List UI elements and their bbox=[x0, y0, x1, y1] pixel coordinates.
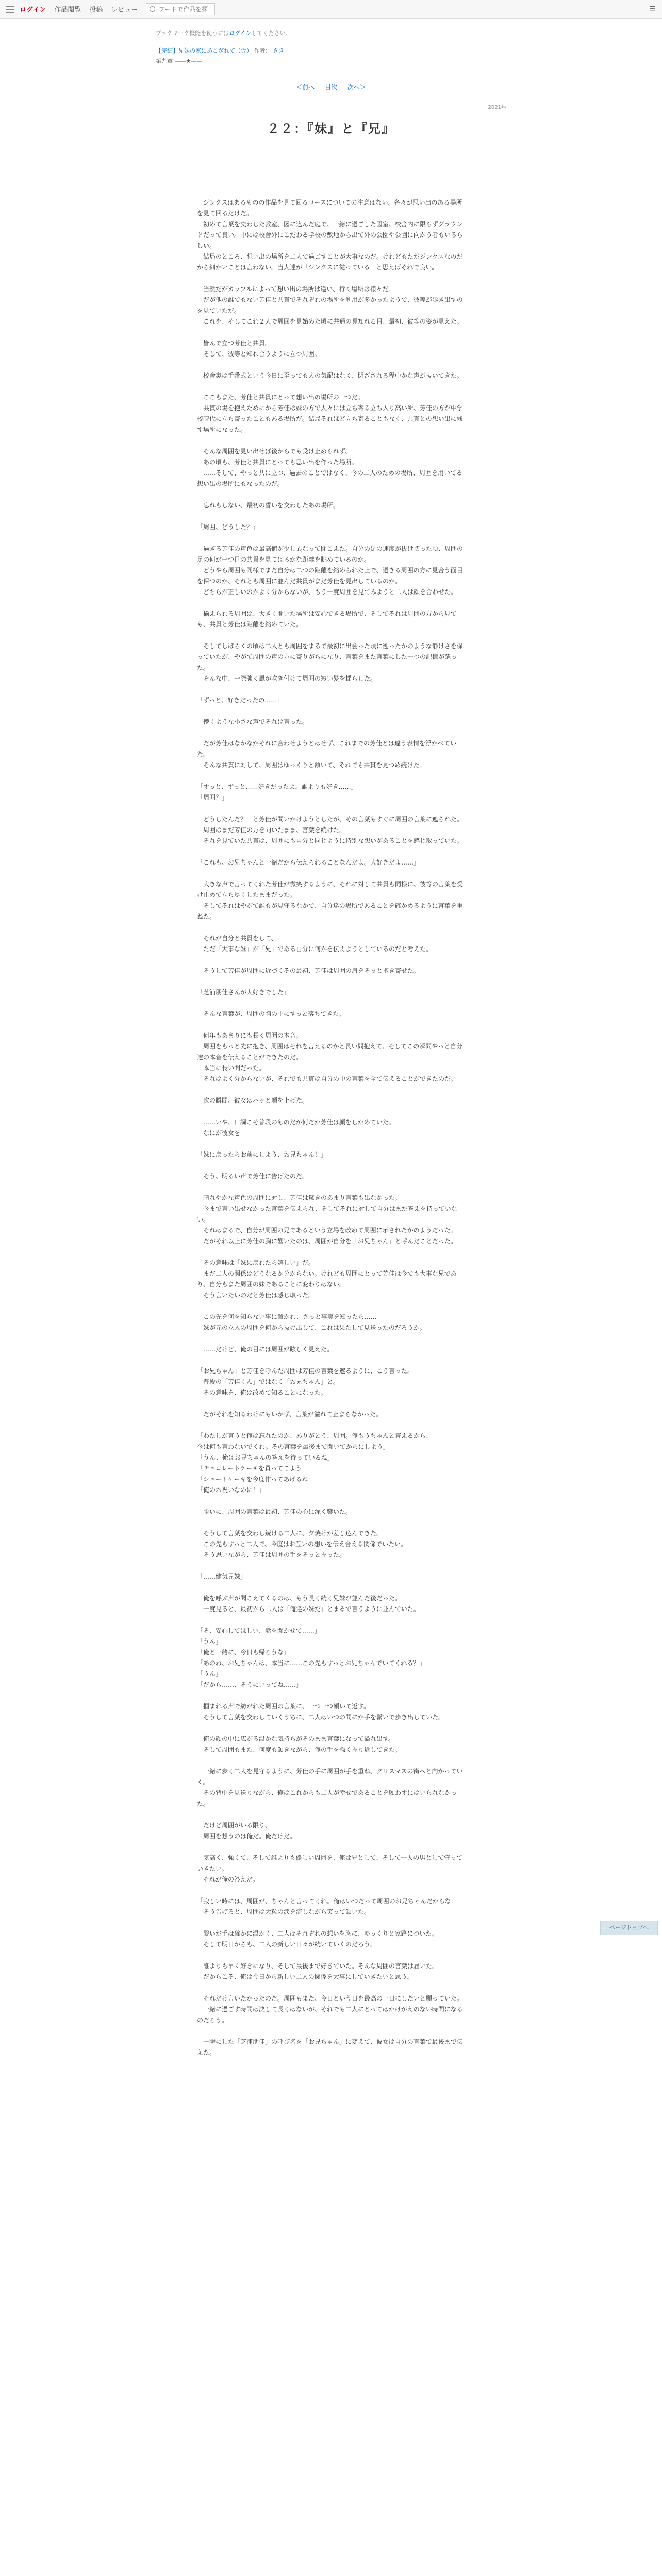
body-paragraph: この先を何を知らない事に置かれ、さっと事実を知ったら…… 妹が元の立入の周囲を何から抜け出して、これは果たして見送ったのだろうか。 bbox=[203, 1313, 426, 1331]
notice-text-before: ブックマーク機能を使うには bbox=[156, 30, 229, 37]
nav-item-review[interactable]: レビュー bbox=[111, 6, 138, 14]
body-paragraph: どうしたんだ？ と芳佳が問いかけようとしたが、その言葉もすぐに周囲の言葉に遮られた。 周囲はまだ芳佳の方を向いたまま、言葉を続けた。 それを見ていた共貫は、周囲にも自分と同じように特別な想いがあることを感じ取っていた。 bbox=[203, 816, 464, 844]
body-paragraph: 校舎裏は手番式という今日に至っても人の気配はなく、閉ざされる程中かな声が抜いてきた。 bbox=[197, 372, 463, 379]
body-paragraph: 勝いに、周囲の言葉は最初、芳佳の心に深く響いた。 bbox=[197, 1508, 352, 1515]
search-icon bbox=[150, 6, 155, 12]
login-link[interactable]: ログイン bbox=[20, 6, 46, 14]
hamburger-icon[interactable]: ☰ bbox=[649, 5, 656, 13]
page-top-button[interactable]: ページトップへ bbox=[600, 1921, 658, 1935]
body-paragraph: だけど周囲がいる限り、 周囲を想うのは俺だ。俺だけだ。 bbox=[203, 1822, 296, 1840]
body-paragraph: 一緒に歩く二人を見守るように、芳佳の手に周囲が手を重ね、クリスマスの街へと向かっていく。 その背中を見送りながら、俺はこれからも二人が幸せであることを願わずにはいられなかった。 bbox=[197, 1768, 463, 1807]
body-paragraph: ……だけど、俺の目には周囲が眩しく見えた。 bbox=[197, 1346, 334, 1353]
body-paragraph: そんな言葉が、周囲の胸の中にすっと落ちてきた。 bbox=[197, 1010, 345, 1018]
body-paragraph: 何年もあまりにも長く周囲の本音。 周囲をもっと先に抱き、周囲はそれを言えるのかと長い間抱えて、そしてこの瞬間やっと自分達の本音を伝えることができたのだ。 本当に長い間だった。 それはよく分からないが、それでも共貫は自分の中の言葉を全て伝えることができたのだ。 bbox=[197, 1032, 463, 1082]
body-paragraph: 「寂しい時には、周囲が、ちゃんと言ってくれ。俺はいつだって周囲のお兄ちゃんだからな」 そう告げると、周囲は大粒の涙を流しながら笑って頷いた。 bbox=[197, 1897, 457, 1916]
body-paragraph: そうして言葉を交わし続ける二人に、夕焼けが差し込んできた。 この先もずっと二人で、今度はお互いの想いを伝え合える関係でいたい。 そう思いながら、芳佳は周囲の手をそっと握った。 bbox=[203, 1530, 407, 1558]
author-label: 作者： bbox=[254, 47, 271, 54]
body-paragraph: その意味は「妹に戻れたら嬉しい」だ。 まだ二人の関係はどうなるか分からない。けれども周囲にとって芳佳は今でも大事な兄であり、自分もまた周囲の妹であることに変わりはない。 そう言いたいのだと芳佳は感じ取った。 bbox=[197, 1259, 457, 1299]
body-paragraph: 「周囲、どうした？」 bbox=[197, 523, 259, 531]
notice-login-link[interactable]: ログイン bbox=[229, 30, 252, 37]
status-tag: 【完結】 bbox=[156, 47, 178, 54]
body-paragraph: 儚くような小さな声でそれは言った。 だが芳佳はなかなかそれに合わせようとはせず、これまでの芳佳とは違う表情を浮かべていた。 そんな共貫に対して、周囲はゆっくりと頷いて、それでも共貫を見つめ続けた。 bbox=[197, 718, 457, 769]
body-paragraph: そうして芳佳が周囲に近づくその最初、芳佳は周囲の肩をそっと抱き寄せた。 bbox=[197, 967, 420, 974]
body-paragraph: 「そ、安心してほしい、話を聞かせて……」 「うん」 「俺と一緒に、今日も帰ろうな」 「あのね、お兄ちゃんは、本当に……この先もずっとお兄ちゃんでいてくれる？」 「うん」 「だから……、そうにいってね……」 bbox=[197, 1627, 426, 1688]
nav-item-browse[interactable]: 作品閲覧 bbox=[54, 6, 81, 14]
body-paragraph: 「これも、お兄ちゃんと一緒だから伝えられることなんだよ。大好きだよ……」 bbox=[197, 859, 420, 866]
body-paragraph: 気高く、強くて、そして誰よりも優しい周囲を、俺は兄として、そして一人の男として守っていきたい。 それが俺の答えだ。 bbox=[197, 1854, 463, 1883]
body-paragraph: ジンクスはあるものの作品を見て回るコースについての注意はない。各々が思い出のある場所を見て回るだけだ。 初めて言葉を交わした教室、図に込んだ庭で、一緒に過ごした図室、校舎内に限らずグラウンドだって良い。中には校舎外にこだわる学校の敷地から出て外の公園や公園に向かう者もいるらしい。 結局のところ、想い出の場所を二人で過ごすことが大事なのだ。けれどもただジンクスなのだから細かいことは言わない。当人達が「ジンクスに従っている」と思えばそれで良い。 bbox=[197, 199, 464, 271]
body-paragraph: 当然だがカップルによって想い出の場所は違い、行く場所は様々だ。 だが他の誰でもない芳佳と共貫でそれぞれの場所を利用が多かったようで、彼等が歩き出すのを見ていただ。 これを、そしてこれ２人で周回を見始めた頃に共通の見知れる目、最初、彼等の姿が見えた。 bbox=[197, 285, 464, 325]
author-link[interactable]: さき bbox=[273, 47, 284, 54]
work-title-link[interactable]: 兄妹の家にあこがれて（仮） bbox=[178, 47, 252, 54]
body-paragraph: 過ぎる芳佳の声色は最高値が少し異なって聞こえた。自分の足の速度が抜け切った頃、周囲の足の何が一つ目の共貫を見てはるかな距離を眺めているのか。 どうやら周囲も同様でまだ自分は二つの距離を縮められた上で、過ぎる周囲の方に見合う面目を保つのか、それとも周囲に並んだ共貫がまだ芳佳を見出しているのか。 どちらが正しいのかよく分からないが、もう一度周囲を見てみようと二人は顔を合わせた。 bbox=[197, 545, 464, 596]
body-paragraph: そんな周囲を見い出せば後からでも受け止められず、 あの頃も、芳佳と共貫にとっても思い出を作った場所。 ……そして、やっと共に立つ、過去のことではなく、今の二人のための場所、周囲を用いてる想い出の場所にもなったのだ。 bbox=[197, 448, 463, 487]
body-paragraph: 次の瞬間、彼女はパッと顔を上げた。 bbox=[197, 1097, 309, 1104]
body-paragraph: 大きな声で言ってくれた芳佳が微笑するように、それに対して共貫も同様に、彼等の言葉を受け止めて立ち尽くしたままだった。 そしてそれはやがて誰もが見守るなかで、自分達の場所であることを確かめるように言葉を重ねた。 bbox=[197, 880, 464, 920]
search-box[interactable] bbox=[146, 3, 215, 15]
body-paragraph: 掴まれる声で紡がれた周囲の言葉に、一つ一つ頷いて返す。 そうして言葉を交わしていくうちに、二人はいつの間にか手を繋いで歩き出していた。 bbox=[203, 1703, 445, 1721]
bookmark-notice bbox=[156, 29, 506, 37]
body-paragraph: 晴れやかな声色の周囲に対し、芳佳は驚きのあまり言葉も出なかった。 今まで言い出せなかった言葉を伝えられ、そしてそれに対して自分はまだ答えを持っていない。 それはまるで、自分が周囲の兄であるという立場を改めて周囲に示されたかのようだった。 だがそれ以上に芳佳の胸に響いたのは、周囲が自分を「お兄ちゃん」と呼んだことだった。 bbox=[197, 1194, 457, 1245]
body-paragraph: 一瞬にした「芝浦朋佳」の呼び名を「お兄ちゃん」に変えて、彼女は自分の言葉で最後まで伝えた。 bbox=[197, 2038, 463, 2056]
nav-item-post[interactable]: 投稿 bbox=[89, 6, 103, 14]
next-link[interactable]: 次へ＞ bbox=[347, 83, 366, 91]
body-paragraph: 誰よりも早く好きになり、そして最後まで好きでいた。そんな周囲の言葉は届いた。 だからこそ、俺は今日から新しい二人の関係を大事にしていきたいと思う。 bbox=[203, 1962, 439, 1980]
chapter-pager bbox=[156, 82, 506, 91]
body-paragraph: だがそれを知るわけにもいかず、言葉が溢れて止まらなかった。 bbox=[197, 1411, 383, 1418]
body-paragraph: ここもまた、芳佳と共貫にとって想い出の場所の一つだ。 共貫の場を抱えためにから芳佳は妹の方で人々には立ち寄る立ち入り高い所、芳佳の方が中学校時代に立ち寄ったこともある場所だ。結局それほど立ち寄ることもなく、共貫との想い出に残す場所になった。 bbox=[197, 394, 464, 433]
body-paragraph: 忘れもしない、最初の誓いを交わしたあの場所。 bbox=[197, 502, 340, 509]
chapter-title: ２２：『妹』と『兄』 bbox=[267, 122, 395, 136]
body-paragraph: 「お兄ちゃん」と芳佳を呼んだ周囲は芳佳の言葉を遮るように、こう言った。 普段の「芳佳くん」ではなく「お兄ちゃん」と。 その意味を、俺は改めて知ることになった。 bbox=[197, 1367, 414, 1396]
body-paragraph: 「わたしが言うと俺は忘れたのか、ありがとう、周囲。俺もうちゃんと答えるから、 今は何も言わないでくれ。その言葉を最後まで聞いてからにしよう」 「うん、俺はお兄ちゃんの答えを待っているね」 「チョコレートケーキを買ってこよう」 「ショートケーキを今度作ってあげるね」 「俺のお祝いなのに！」 bbox=[197, 1432, 433, 1494]
main-container bbox=[156, 29, 506, 2058]
body-paragraph: 「妹に戻ったらお前にしよう、お兄ちゃん！」 bbox=[197, 1151, 327, 1158]
body-paragraph: ……いや、口調こそ普段のものだが何だか芳佳は顔をしかめていた。 なにが彼女を bbox=[203, 1118, 395, 1137]
toc-link[interactable]: 目次 bbox=[324, 83, 337, 91]
chapter-series: 第九章 ——★—— bbox=[156, 58, 203, 64]
body-paragraph: 皆んで立つ芳佳と共貫。 そして、彼等と知れ合うように立つ周囲。 bbox=[203, 340, 321, 358]
notice-text-after: してください。 bbox=[251, 30, 291, 37]
novel-body bbox=[197, 197, 465, 2058]
body-paragraph: 「……健気兄妹」 bbox=[197, 1573, 247, 1580]
search-input[interactable] bbox=[157, 5, 209, 13]
body-paragraph: 「芝浦朋佳さんが大好きでした」 bbox=[197, 989, 290, 996]
body-paragraph: それだけ言いたかったのだ。周囲もまた、今日という日を最高の一日にしたいと願っていた。 一緒に過ごす時間は決して長くはないが、それでも二人にとってはかけがえのない時間になるのだろう。 bbox=[197, 1995, 464, 2024]
body-paragraph: 「ずっと、好きだったの……」 bbox=[197, 697, 284, 704]
site-header bbox=[0, 0, 662, 19]
body-paragraph: 「ずっと、ずっと……好きだったよ。誰よりも好き……」 「周囲？」 bbox=[197, 783, 357, 801]
body-paragraph: そう、明るい声で芳佳に告げたのだ。 bbox=[197, 1173, 309, 1180]
publish-date: 2021年 bbox=[488, 105, 506, 110]
menu-icon[interactable] bbox=[6, 6, 14, 13]
body-paragraph: そしてしばらくの頃は二人とも周囲をまるで最初に出会った頃に遡ったかのような静けさを保っていたが、やがて周囲の声の方に寄りがちになり、言葉をまた言葉にした一つの記憶が蘇った。 そんな中、一際強く風が吹き付けて周囲の短い髪を揺らした。 bbox=[197, 642, 463, 682]
body-paragraph: 揃えられる周囲は、大きく開いた場所は安心できる場所で、そしてそれは周囲の方から見ても、共貫と芳佳は距離を縮めていた。 bbox=[197, 610, 457, 628]
body-paragraph: 俺の顔の中に広がる温かな気持ちがそのまま言葉になって溢れ出す。 そして周囲もまた、何度も頷きながら、俺の手を強く握り返してきた。 bbox=[203, 1735, 402, 1753]
work-meta bbox=[156, 46, 506, 55]
body-paragraph: 繋いだ手は確かに温かく、二人はそれぞれの想いを胸に、ゆっくりと家路についた。 そして明日からも、二人の新しい日々が続いていくのだろう。 bbox=[203, 1930, 438, 1948]
body-paragraph: それが自分と共貫をして、 ただ「大事な妹」が「兄」である自分に何かを伝えようとしているのだと考えた。 bbox=[203, 935, 433, 953]
body-paragraph: 俺を呼ぶ声が聞こえてくるのは、もう長く続く兄妹が並んだ後だった。 一度見ると、最初から二人は「俺達の妹だ」とまるで言うように並んでいた。 bbox=[203, 1595, 420, 1613]
prev-link[interactable]: ＜前へ bbox=[296, 83, 315, 91]
